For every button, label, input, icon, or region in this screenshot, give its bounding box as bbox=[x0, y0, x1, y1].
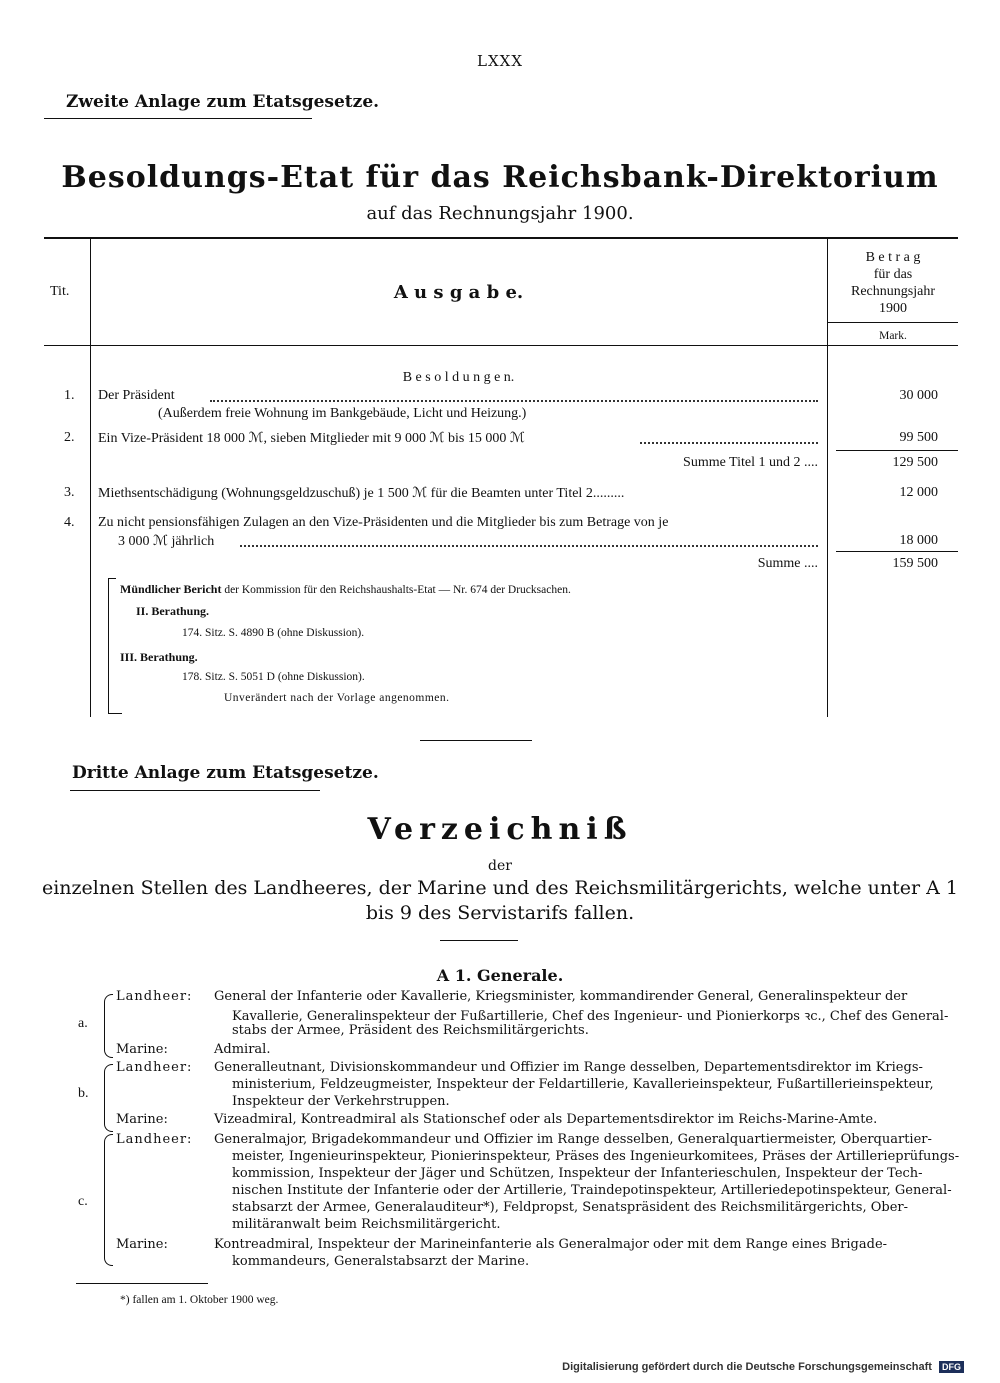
group-b-landheer-label: Landheer: bbox=[116, 1060, 193, 1075]
annex3-subtitle-line2: bis 9 des Servistarifs fallen. bbox=[365, 902, 635, 924]
row1-text: Der Präsident bbox=[98, 388, 175, 403]
group-b-letter: b. bbox=[78, 1086, 89, 1101]
section-besoldungen: B e s o l d u n g e n. bbox=[402, 370, 515, 385]
report-bracket-top bbox=[108, 578, 116, 579]
group-a-marine-label: Marine: bbox=[116, 1042, 168, 1057]
total-label: Summe .... bbox=[757, 556, 818, 571]
report-bracket-bottom bbox=[108, 713, 122, 714]
col-header-betrag-1: B e t r a g bbox=[865, 250, 921, 265]
col-header-betrag-2: für das bbox=[873, 267, 913, 282]
report-bracket bbox=[108, 578, 109, 714]
annex2-subtitle: auf das Rechnungsjahr 1900. bbox=[366, 203, 634, 224]
group-c-landheer-l4: nischen Institute der Infanterie oder der Artillerie, Traindepotinspekteur, Artilleriedepotinspekteur, General- bbox=[232, 1183, 952, 1198]
group-a-letter: a. bbox=[78, 1016, 88, 1031]
group-c-brace bbox=[104, 1134, 113, 1266]
col-header-unit: Mark. bbox=[879, 330, 907, 342]
col-header-betrag-4: 1900 bbox=[879, 301, 907, 316]
annex2-title: Besoldungs-Etat für das Reichsbank-Direktorium bbox=[61, 160, 939, 195]
group-c-landheer-l2: meister, Ingenieurinspekteur, Pionierinspekteur, Präses des Ingenieurkomitees, Präses der Artillerieprüfungs- bbox=[232, 1149, 960, 1164]
row4-text: Zu nicht pensionsfähigen Zulagen an den Vize-Präsidenten und die Mitglieder bis zum Betrage von je bbox=[98, 515, 669, 530]
annex3-subtitle-line1: einzelnen Stellen des Landheeres, der Marine und des Reichsmilitärgerichts, welche unter A 1 bbox=[41, 877, 959, 899]
annex2-heading: Zweite Anlage zum Etatsgesetze. bbox=[66, 92, 380, 112]
footnote-rule bbox=[76, 1283, 208, 1284]
annex3-separator bbox=[440, 940, 518, 941]
row4-amount: 18 000 bbox=[899, 533, 938, 548]
row2-leader bbox=[640, 442, 818, 444]
row4-tit: 4. bbox=[64, 515, 75, 530]
group-c-marine-l2: kommandeurs, Generalstabsarzt der Marine. bbox=[232, 1254, 530, 1269]
col-header-ausgabe: A u s g a b e. bbox=[393, 282, 524, 303]
group-a-brace bbox=[104, 994, 113, 1058]
group-a-landheer-l2: Kavallerie, Generalinspekteur der Fußartillerie, Chef des Ingenieur- und Pionierkorps ꝛc., Chef des General- bbox=[232, 1009, 949, 1024]
row2-text: Ein Vize-Präsident 18 000 ℳ, sieben Mitglieder mit 9 000 ℳ bis 15 000 ℳ bbox=[98, 431, 525, 446]
footnote: *) fallen am 1. Oktober 1900 weg. bbox=[120, 1294, 279, 1306]
annex2-heading-underline bbox=[44, 118, 312, 119]
annex3-title: Verzeichniß bbox=[367, 812, 633, 847]
annex3-heading: Dritte Anlage zum Etatsgesetze. bbox=[72, 763, 379, 783]
digitization-footer bbox=[562, 1361, 964, 1373]
group-b-marine-l1: Vizeadmiral, Kontreadmiral als Stationschef oder als Departementsdirektor im Reichs-Marine-Amte. bbox=[214, 1112, 878, 1127]
section-generale: A 1. Generale. bbox=[436, 966, 564, 985]
annex3-heading-underline bbox=[70, 790, 320, 791]
row1-tit: 1. bbox=[64, 388, 75, 403]
dfg-logo: DFG bbox=[939, 1361, 964, 1373]
annex3-der: der bbox=[488, 858, 512, 874]
group-a-landheer-label: Landheer: bbox=[116, 989, 193, 1004]
group-c-landheer-l1: Generalmajor, Brigadekommandeur und Offizier im Range desselben, Generalquartiermeister, Oberquartier- bbox=[214, 1132, 932, 1147]
report-reference: der Kommission für den Reichshaushalts-Etat — Nr. 674 der Drucksachen. bbox=[224, 584, 571, 596]
group-b-marine-label: Marine: bbox=[116, 1112, 168, 1127]
table-header-rule bbox=[44, 345, 958, 346]
reading3-detail: 178. Sitz. S. 5051 D (ohne Diskussion). bbox=[182, 671, 365, 683]
group-a-marine-l1: Admiral. bbox=[214, 1042, 271, 1057]
row2-amount: 99 500 bbox=[899, 430, 938, 445]
group-c-landheer-label: Landheer: bbox=[116, 1132, 193, 1147]
table-top-rule bbox=[44, 237, 958, 239]
group-c-marine-l1: Kontreadmiral, Inspekteur der Marineinfanterie als Generalmajor oder mit dem Range eines Brigade- bbox=[214, 1237, 888, 1252]
group-b-landheer-l2: ministerium, Feldzeugmeister, Inspekteur der Feldartillerie, Kavallerieinspekteur, Fußartillerieinspekteur, bbox=[232, 1077, 934, 1092]
group-c-landheer-l5: stabsarzt der Armee, Generalauditeur*), Feldpropst, Senatspräsident des Reichsmilitärgerichts, Ober- bbox=[232, 1200, 909, 1215]
row3-tit: 3. bbox=[64, 485, 75, 500]
row2-tit: 2. bbox=[64, 430, 75, 445]
row3-text: Miethsentschädigung (Wohnungsgeldzuschuß) je 1 500 ℳ für die Beamten unter Titel 2......... bbox=[98, 486, 625, 501]
subtotal-rule-1 bbox=[836, 450, 958, 451]
report-line bbox=[120, 582, 571, 597]
group-c-marine-label: Marine: bbox=[116, 1237, 168, 1252]
subtotal-rule-2 bbox=[836, 551, 958, 552]
total-amount: 159 500 bbox=[892, 556, 938, 571]
group-c-letter: c. bbox=[78, 1194, 88, 1209]
betrag-unit-rule bbox=[828, 322, 958, 323]
group-a-landheer-l1: General der Infanterie oder Kavallerie, Kriegsminister, kommandirender General, Generalinspekteur der bbox=[214, 989, 908, 1004]
separator-rule bbox=[420, 740, 532, 741]
group-b-landheer-l3: Inspekteur der Verkehrstruppen. bbox=[232, 1094, 450, 1109]
report-title: Mündlicher Bericht bbox=[120, 582, 222, 596]
col-header-tit: Tit. bbox=[50, 284, 70, 299]
subtotal-amount: 129 500 bbox=[892, 455, 938, 470]
row1-leader bbox=[210, 400, 818, 402]
group-c-landheer-l6: militäranwalt beim Reichsmilitärgericht. bbox=[232, 1217, 501, 1232]
subtotal-label: Summe Titel 1 und 2 .... bbox=[683, 455, 818, 470]
col-header-betrag-3: Rechnungsjahr bbox=[851, 284, 935, 299]
footer-text: Digitalisierung gefördert durch die Deutsche Forschungsgemeinschaft bbox=[562, 1360, 932, 1373]
row1-note: (Außerdem freie Wohnung im Bankgebäude, Licht und Heizung.) bbox=[158, 406, 527, 421]
page-number: LXXX bbox=[477, 52, 523, 70]
row4-leader bbox=[240, 545, 818, 547]
reading2-detail: 174. Sitz. S. 4890 B (ohne Diskussion). bbox=[182, 627, 365, 639]
group-b-landheer-l1: Generalleutnant, Divisionskommandeur und Offizier im Range desselben, Departementsdirektor im Kriegs- bbox=[214, 1060, 923, 1075]
table-divider-left bbox=[90, 237, 91, 717]
row3-amount: 12 000 bbox=[899, 485, 938, 500]
row1-amount: 30 000 bbox=[899, 388, 938, 403]
final-note: Unverändert nach der Vorlage angenommen. bbox=[224, 692, 450, 704]
reading2-heading: II. Berathung. bbox=[136, 604, 210, 618]
group-c-landheer-l3: kommission, Inspekteur der Jäger und Schützen, Inspekteur der Infanterieschulen, Inspekteur der Tech- bbox=[232, 1166, 923, 1181]
reading3-heading: III. Berathung. bbox=[120, 650, 198, 664]
group-b-brace bbox=[104, 1064, 113, 1132]
group-a-landheer-l3: stabs der Armee, Präsident des Reichsmilitärgerichts. bbox=[232, 1023, 589, 1038]
row4-text2: 3 000 ℳ jährlich bbox=[118, 534, 215, 549]
